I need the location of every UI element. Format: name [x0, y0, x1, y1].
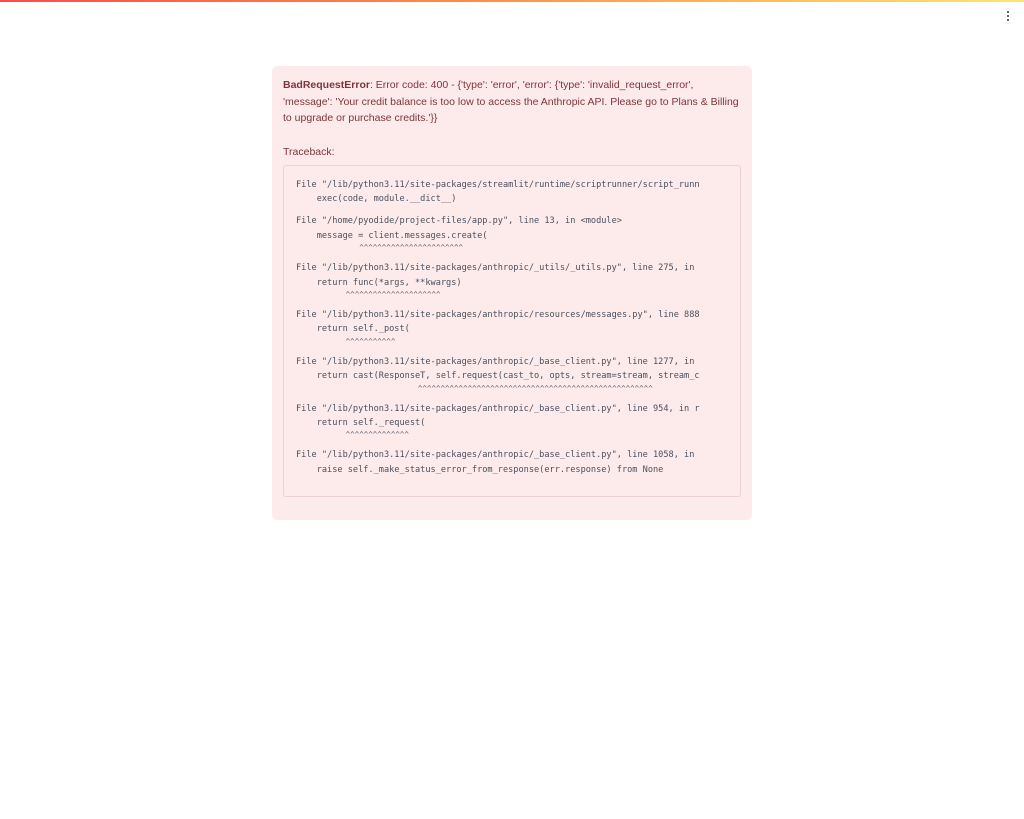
traceback-frame	[296, 402, 740, 441]
traceback-caret-line: ^^^^^^^^^^^^^^^^^^^^^^^^^^^^^^^^^^^^^^^^^^^^^^^^^^^^	[296, 383, 653, 393]
traceback-file-line: File "/lib/python3.11/site-packages/anthropic/resources/messages.py", line 888	[296, 309, 700, 320]
traceback-label: Traceback:	[283, 145, 335, 158]
traceback-frame	[296, 261, 740, 300]
traceback-caret-line: ^^^^^^^^^^^^^^	[296, 430, 409, 440]
traceback-code-line: message = client.messages.create(	[296, 230, 488, 241]
traceback-frame	[296, 214, 740, 253]
traceback-frame	[296, 448, 740, 477]
traceback-code-line: return cast(ResponseT, self.request(cast_to, opts, stream=stream, stream_c	[296, 371, 700, 382]
traceback-caret-line: ^^^^^^^^^^^^^^^^^^^^^^^	[296, 243, 464, 253]
traceback-file-line: File "/lib/python3.11/site-packages/anthropic/_base_client.py", line 954, in r	[296, 403, 700, 414]
traceback-caret-line: ^^^^^^^^^^^	[296, 336, 396, 346]
traceback-frame	[296, 178, 740, 207]
traceback-code-line: return self._request(	[296, 417, 426, 428]
traceback-code-block	[283, 165, 741, 497]
traceback-frame	[296, 308, 740, 347]
traceback-caret-line: ^^^^^^^^^^^^^^^^^^^^^	[296, 289, 441, 299]
error-message	[283, 77, 741, 127]
traceback-code-line: raise self._make_status_error_from_response(err.response) from None	[296, 464, 664, 475]
main-menu-button[interactable]	[996, 6, 1020, 26]
traceback-file-line: File "/lib/python3.11/site-packages/streamlit/runtime/scriptrunner/script_runn	[296, 179, 700, 190]
traceback-code-line: exec(code, module.__dict__)	[296, 193, 457, 204]
error-type: BadRequestError	[283, 79, 370, 91]
traceback-frame	[296, 355, 740, 394]
error-alert	[272, 66, 752, 520]
vertical-ellipsis-icon	[1007, 11, 1009, 21]
traceback-file-line: File "/lib/python3.11/site-packages/anthropic/_base_client.py", line 1058, in	[296, 450, 695, 461]
traceback-file-line: File "/lib/python3.11/site-packages/anthropic/_base_client.py", line 1277, in	[296, 356, 695, 367]
top-decoration-bar	[0, 0, 1024, 2]
error-text: : Error code: 400 - {'type': 'error', 'error': {'type': 'invalid_request_error', 'message': 'Your credit balance is too low to access the Anthropic API. Please go to Plans & Billing to upgrade or purchase credits.'}}	[283, 79, 739, 124]
traceback-file-line: File "/lib/python3.11/site-packages/anthropic/_utils/_utils.py", line 275, in	[296, 263, 695, 274]
traceback-file-line: File "/home/pyodide/project-files/app.py", line 13, in <module>	[296, 216, 622, 227]
traceback-code-line: return func(*args, **kwargs)	[296, 277, 462, 288]
traceback-code-line: return self._post(	[296, 324, 410, 335]
